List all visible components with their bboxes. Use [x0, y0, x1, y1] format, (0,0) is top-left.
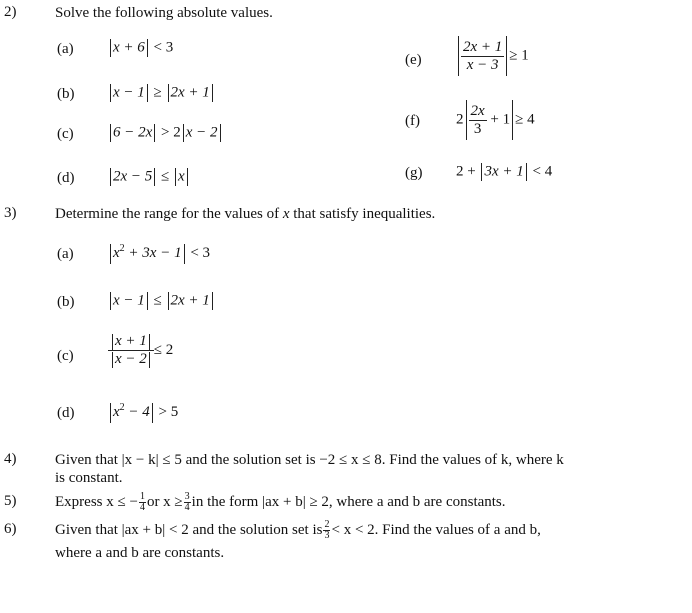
abs-content: 3x + 1: [484, 163, 524, 180]
question-number-3: 3): [4, 205, 17, 221]
abs-content: x + 6: [113, 39, 145, 56]
inequality-op: > 2: [157, 124, 181, 141]
item-label-2c: (c): [57, 126, 74, 142]
expression-2c: [108, 124, 223, 142]
question-4-line-1: Given that |x − k| ≤ 5 and the solution set is −2 ≤ x ≤ 8. Find the values of k, where k: [55, 452, 564, 468]
item-label-3a: (a): [57, 246, 74, 262]
abs-bar: [147, 39, 148, 57]
item-label-3d: (d): [57, 405, 75, 421]
term: 2 +: [456, 163, 480, 180]
question-number-2: 2): [4, 4, 17, 20]
expression-2b: [108, 84, 215, 102]
question-4-line-2: is constant.: [55, 470, 123, 486]
question-3-title: Determine the range for the values of x that satisfy inequalities.: [55, 206, 436, 222]
question-2-title: Solve the following absolute values.: [55, 5, 273, 21]
inequality-rhs: < 3: [186, 245, 211, 261]
question-6-line-1: Given that |ax + b| < 2 and the solution set is $\frac{2}{3}$ < x < 2. Find the values of a and b,: [55, 518, 541, 541]
inequality-rhs: ≥ 4: [515, 111, 535, 128]
coefficient: 2: [456, 111, 464, 128]
item-label-3b: (b): [57, 294, 75, 310]
abs-content: x − 2: [185, 124, 218, 141]
expression-3a: $x^2 + 3x - 1 < 3$: [108, 243, 210, 264]
question-number-6: 6): [4, 521, 17, 537]
expression-2f: [456, 100, 535, 140]
item-label-2g: (g): [405, 165, 423, 181]
question-number-4: 4): [4, 451, 17, 467]
expression-3b: x − 1 ≤ 2x + 1: [108, 292, 215, 310]
question-5-text: Express x ≤ − $\frac{1}{4}$ or x ≥ $\frac{3}{4}$ in the form |ax + b| ≥ 2, where a and b are constants.: [55, 490, 506, 513]
fraction: $\frac{3}{4}$: [184, 490, 190, 513]
expression-2d: [108, 168, 190, 186]
fraction: $\frac{x + 1}{x - 2}$: [108, 333, 154, 368]
item-label-2b: (b): [57, 86, 75, 102]
inequality-op: ≤: [149, 292, 166, 309]
inequality-op: ≥: [149, 84, 166, 101]
inequality-rhs: > 5: [154, 404, 179, 420]
inequality-rhs: ≥ 1: [509, 47, 529, 64]
inequality-rhs: < 3: [149, 39, 174, 56]
expression-2g: [456, 163, 552, 181]
abs-bar: [110, 39, 111, 57]
fraction: $\frac{2}{3}$: [324, 518, 330, 541]
expression-3c: [108, 333, 173, 368]
item-label-2d: (d): [57, 170, 75, 186]
question-number-5: 5): [4, 493, 17, 509]
inequality-rhs: < 4: [528, 163, 553, 180]
expression-2e: [456, 36, 529, 76]
inequality-rhs: ≤ 2: [153, 341, 174, 358]
abs-content: x: [178, 168, 185, 185]
abs-content: x − 1: [113, 84, 145, 101]
inequality-op: ≤: [157, 168, 174, 185]
abs-content: 6 − 2x: [113, 124, 153, 141]
abs-content: 2x − 5: [113, 168, 153, 185]
abs-content: 2x + 1: [170, 84, 210, 101]
expression-2a: [108, 39, 173, 57]
fraction: $\frac{2x + 1}{x - 3}$: [463, 38, 503, 73]
expression-3d: $x^2 - 4 > 5$: [108, 402, 178, 423]
item-label-2f: (f): [405, 113, 420, 129]
fraction: $\frac{2x}{3}$: [470, 102, 485, 137]
term: + 1: [486, 111, 511, 128]
item-label-2a: (a): [57, 41, 74, 57]
question-6-line-2: where a and b are constants.: [55, 545, 225, 561]
item-label-2e: (e): [405, 52, 422, 68]
fraction: $\frac{1}{4}$: [139, 490, 145, 513]
item-label-3c: (c): [57, 348, 74, 364]
